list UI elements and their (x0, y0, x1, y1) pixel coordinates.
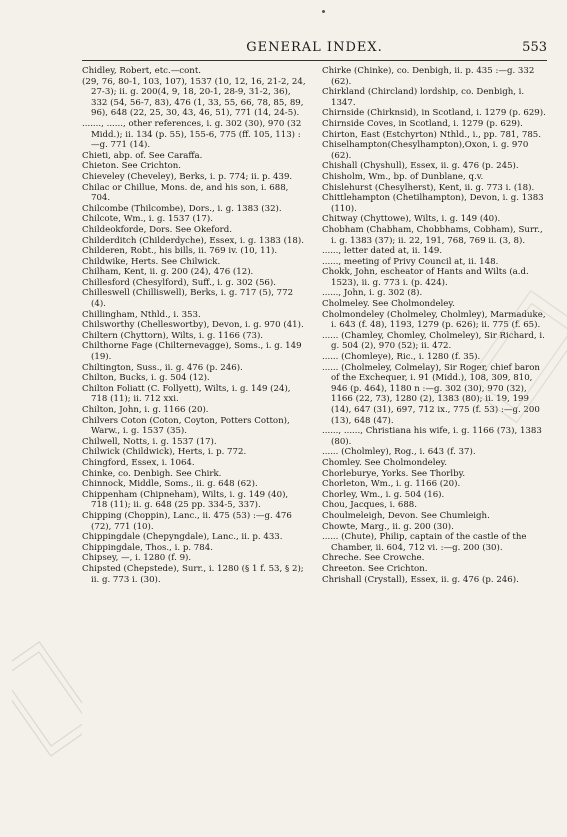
index-entry: Childeokforde, Dors. See Okeford. (82, 224, 232, 235)
index-entry: Chrishall (Crystall), Essex, ii. g. 476 (p. 246). (322, 574, 519, 585)
index-entry: Chilthorne Fage (Chilternevagge), Soms., i. g. 149 (19). (82, 341, 302, 363)
index-entry: ...... (Chute), Philip, captain of the castle of the Chamber, ii. 604, 712 vi. :—g. 200 (30). (322, 532, 527, 553)
right-column (322, 66, 547, 826)
index-entry: Chieveley (Cheveley), Berks, i. p. 774; ii. p. 439. (82, 171, 293, 182)
index-entry: Chreeton. See Crichton. (322, 563, 428, 574)
index-entry: Childeren, Robt., his bills, ii. 769 iv. (10, 11). (82, 246, 278, 257)
index-entry: Chinnock, Middle, Soms., ii. g. 648 (62). (82, 479, 258, 490)
index-entry: ......, meeting of Privy Council at, ii. 148. (322, 256, 499, 267)
index-entry: Chilton, John, i. g. 1166 (20). (82, 405, 209, 415)
index-entry: ...... (Chomleye), Ric., i. 1280 (f. 35). (322, 352, 481, 363)
page-title: GENERAL INDEX. (246, 40, 383, 55)
index-entry: Chirke (Chinke), co. Denbigh, ii. p. 435 :—g. 332 (62). (322, 66, 535, 87)
index-entry: Chingford, Essex, i. 1064. (82, 457, 195, 468)
library-stamp-left (12, 640, 82, 760)
index-entry: Chobham (Chabham, Chobbhams, Cobham), Surr., i. g. 1383 (37); ii. 22, 191, 768, 769 ii. (3, 8). (322, 224, 543, 246)
page-number: 553 (522, 40, 547, 55)
index-entry: Chilton, Bucks, i. g. 504 (12). (82, 373, 210, 384)
index-entry: Chiltern (Chyttorn), Wilts, i. g. 1166 (73). (82, 330, 264, 341)
index-entry: Chittlehampton (Chetilhampton), Devon, i. g. 1383 (110). (322, 193, 544, 214)
index-entry: Chilwell, Notts, i. g. 1537 (17). (82, 436, 217, 447)
index-entry: Chipping (Choppin), Lanc., ii. 475 (53) :—g. 476 (72), 771 (10). (82, 510, 292, 532)
index-entry: Chilvers Coton (Coton, Coyton, Potters Cotton), Warw., i. g. 1537 (35). (82, 415, 290, 437)
index-entry: Chorleton, Wm., i. g. 1166 (20). (322, 479, 461, 490)
index-entry: Chomley. See Cholmondeley. (322, 457, 447, 468)
index-entry: Chisholm, Wm., bp. of Dunblane, q.v. (322, 171, 484, 182)
index-entry: ...... (Cholmeley, Colmelay), Sir Roger, chief baron of the Exchequer, i. 91 (Midd.), 108, 309, 810, 946 (p. 464), 1180 n :—g. 302 (30), 970 (32), 1166 (22, 73), 1280 (2), 1383 (80); ii. 19, 199 (14), 647 (31), 697, 712 ix., 775 (f. 53) :—g. 200 (13), 648 (47). (322, 362, 540, 426)
index-entry: Chislehurst (Chesylherst), Kent, ii. g. 773 i. (18). (322, 182, 535, 193)
index-entry: ......, letter dated at, ii. 149. (322, 246, 443, 257)
index-entry: Chidley, Robert, etc.—cont. (82, 66, 202, 76)
index-entry: Chorleburye, Yorks. See Thorlby. (322, 468, 466, 479)
index-entry: Chishall (Chyshull), Essex, ii. g. 476 (p. 245). (322, 161, 519, 172)
index-entry: Chitway (Chyttowe), Wilts, i. g. 149 (40). (322, 214, 501, 225)
index-entry: Chou, Jacques, i. 688. (322, 500, 418, 511)
index-entry: Chokk, John, escheator of Hants and Wilts (a.d. 1523), ii. g. 773 i. (p. 424). (322, 267, 529, 288)
index-entry: Chilcote, Wm., i. g. 1537 (17). (82, 214, 213, 225)
index-entry: Chirton, East (Estchyrton) Nthld., i., pp. 781, 785. (322, 129, 541, 140)
index-entry: Chowte, Marg., ii. g. 200 (30). (322, 521, 454, 532)
index-entry: Chiltington, Suss., ii. g. 476 (p. 246). (82, 362, 243, 373)
index-entry: Cholmeley. See Cholmondeley. (322, 299, 455, 310)
index-entry: ......, John, i. g. 302 (8). (322, 288, 423, 299)
index-entry: Chilton Foliatt (C. Follyett), Wilts, i. g. 149 (24), 718 (11); ii. 712 xxi. (82, 383, 291, 405)
page-header (82, 40, 547, 61)
index-entry: Chilham, Kent, ii. g. 200 (24), 476 (12). (82, 267, 254, 278)
index-entry: Chippingdale (Chepyngdale), Lanc., ii. p. 433. (82, 532, 283, 543)
library-stamp-right (480, 290, 567, 430)
index-entry: Chreche. See Crowche. (322, 553, 425, 564)
index-columns (82, 66, 547, 826)
index-entry: Chippingdale, Thos., i. p. 784. (82, 542, 213, 553)
left-column (82, 66, 307, 826)
index-entry: ......., ......, other references, i. g. 302 (30), 970 (32 Midd.); ii. 134 (p. 55), 155-6, 775 (ff. 105, 113) :—g. 771 (14). (82, 118, 302, 151)
ink-speck (322, 10, 325, 13)
index-entry: Cholmondeley (Cholmeley, Cholmley), Marmaduke, i. 643 (f. 48), 1193, 1279 (p. 626); ii. 775 (f. 65). (322, 309, 546, 331)
index-entry: Chinke, co. Denbigh. See Chirk. (82, 468, 222, 479)
index-entry: Chieton. See Crichton. (82, 161, 182, 172)
index-entry: Chippenham (Chipneham), Wilts, i. g. 149 (40), 718 (11); ii. g. 648 (25 pp. 334-5, 337). (82, 489, 289, 511)
index-entry: (29, 76, 80-1, 103, 107), 1537 (10, 12, 16, 21-2, 24, 27-3); ii. g. 200(4, 9, 18, 20-1, 28-9, 31-2, 36), 332 (54, 56-7, 83), 476 (1, 33, 55, 66, 78, 85, 89, 96), 648 (22, 25, 30, 43, 46, 51), 771 (14, 24-5). (82, 76, 306, 119)
index-entry: ...... (Cholmley), Rog., i. 643 (f. 37). (322, 447, 476, 458)
index-entry: Chipsted (Chepstede), Surr., i. 1280 (§ 1 f. 53, § 2); ii. g. 773 i. (30). (82, 563, 304, 585)
index-entry: Chillingham, Nthld., i. 353. (82, 309, 201, 320)
index-entry: Childwike, Herts. See Chilwick. (82, 256, 221, 267)
index-entry: Chirnside (Chirknsid), in Scotland, i. 1279 (p. 629). (322, 108, 546, 119)
index-entry: Chilcombe (Thilcombe), Dors., i. g. 1383 (32). (82, 203, 282, 214)
index-entry: Chillesford (Chesylford), Suff., i. g. 302 (56). (82, 277, 276, 288)
index-entry: Chilleswell (Chilliswell), Berks, i. g. 717 (5), 772 (4). (82, 288, 294, 310)
index-entry: Chilwick (Childwick), Herts, i. p. 772. (82, 447, 247, 458)
index-entry: Chirnside Coves, in Scotland, i. 1279 (p. 629). (322, 118, 523, 129)
index-entry: ...... (Chamley, Chomley, Cholmeley), Sir Richard, i. g. 504 (2), 970 (52); ii. 472. (322, 330, 545, 352)
index-entry: Childerditch (Childerdyche), Essex, i. g. 1383 (18). (82, 235, 304, 246)
index-entry: Chieti, abp. of. See Caraffa. (82, 150, 203, 161)
index-entry: Chilsworthy (Chelleswortby), Devon, i. g. 970 (41). (82, 320, 304, 331)
index-entry: ......, ......, Christiana his wife, i. g. 1166 (73), 1383 (80). (322, 426, 542, 447)
index-entry: Chilac or Chillue, Mons. de, and his son, i. 688, 704. (82, 182, 289, 204)
index-entry: Chipsey, —, i. 1280 (f. 9). (82, 553, 192, 564)
index-entry: Chirkland (Chircland) lordship, co. Denbigh, i. 1347. (322, 87, 525, 108)
index-entry: Choulmeleigh, Devon. See Chumleigh. (322, 510, 490, 521)
index-entry: Chiselhampton(Chesylhampton),Oxon, i. g. 970 (62). (322, 140, 529, 161)
index-entry: Chorley, Wm., i. g. 504 (16). (322, 489, 445, 500)
